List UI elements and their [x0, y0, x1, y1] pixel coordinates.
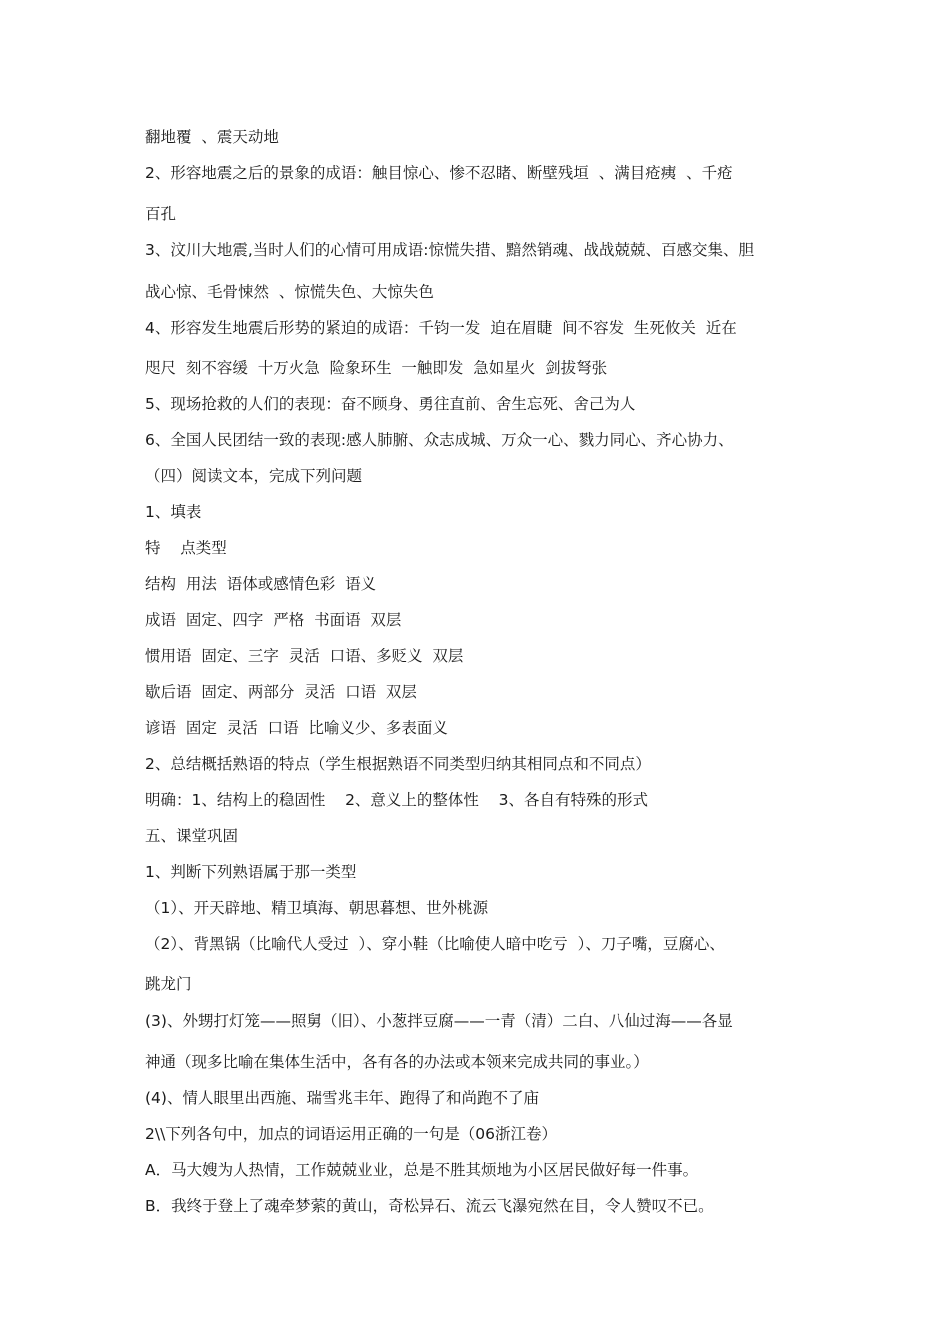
text-line: (3)、外甥打灯笼——照舅（旧）、小葱拌豆腐——一青（清）二白、八仙过海——各显 [145, 1012, 733, 1030]
text-line: 6、全国人民团结一致的表现:感人肺腑、众志成城、万众一心、戮力同心、齐心协力、 [145, 431, 734, 449]
text-line: （1）、开天辟地、精卫填海、朝思暮想、世外桃源 [145, 899, 489, 917]
text-line: 2、总结概括熟语的特点（学生根据熟语不同类型归纳其相同点和不同点） [145, 755, 651, 773]
text-line: （四）阅读文本，完成下列问题 [145, 467, 363, 485]
text-line: 歇后语 固定、两部分 灵活 口语 双层 [145, 683, 417, 701]
text-line: 跳龙门 [145, 975, 192, 993]
text-line: 惯用语 固定、三字 灵活 口语、多贬义 双层 [145, 647, 464, 665]
text-line: 战心惊、毛骨悚然 、惊慌失色、大惊失色 [145, 283, 434, 301]
text-line: 2\\下列各句中，加点的词语运用正确的一句是（06浙江卷） [145, 1125, 558, 1143]
text-line: 4、形容发生地震后形势的紧迫的成语：千钧一发 迫在眉睫 间不容发 生死攸关 近在 [145, 319, 737, 337]
text-line: 百孔 [145, 205, 177, 223]
text-line: 3、汶川大地震,当时人们的心情可用成语:惊慌失措、黯然销魂、战战兢兢、百感交集、胆 [145, 241, 755, 259]
text-line: 特 点类型 [145, 539, 227, 557]
text-line: 神通（现多比喻在集体生活中，各有各的办法或本领来完成共同的事业。） [145, 1053, 649, 1071]
text-line: 5、现场抢救的人们的表现：奋不顾身、勇往直前、舍生忘死、舍己为人 [145, 395, 636, 413]
text-line: 2、形容地震之后的景象的成语：触目惊心、惨不忍睹、断壁残垣 、满目疮痍 、千疮 [145, 164, 733, 182]
text-line: A．马大嫂为人热情，工作兢兢业业，总是不胜其烦地为小区居民做好每一件事。 [145, 1161, 699, 1179]
text-line: 咫尺 刻不容缓 十万火急 险象环生 一触即发 急如星火 剑拔弩张 [145, 359, 608, 377]
text-line: 谚语 固定 灵活 口语 比喻义少、多表面义 [145, 719, 448, 737]
text-line: (4)、情人眼里出西施、瑞雪兆丰年、跑得了和尚跑不了庙 [145, 1089, 539, 1107]
text-line: 成语 固定、四字 严格 书面语 双层 [145, 611, 402, 629]
text-line: 五、课堂巩固 [145, 827, 239, 845]
text-line: B．我终于登上了魂牵梦萦的黄山，奇松异石、流云飞瀑宛然在目，令人赞叹不已。 [145, 1197, 714, 1215]
text-line: 1、判断下列熟语属于那一类型 [145, 863, 357, 881]
text-line: 1、填表 [145, 503, 202, 521]
text-line: 结构 用法 语体或感情色彩 语义 [145, 575, 377, 593]
text-line: 明确：1、结构上的稳固性 2、意义上的整体性 3、各自有特殊的形式 [145, 791, 649, 809]
text-line: （2）、背黑锅（比喻代人受过 ）、穿小鞋（比喻使人暗中吃亏 ）、刀子嘴，豆腐心、 [145, 935, 725, 953]
text-line: 翻地覆 、震天动地 [145, 128, 279, 146]
